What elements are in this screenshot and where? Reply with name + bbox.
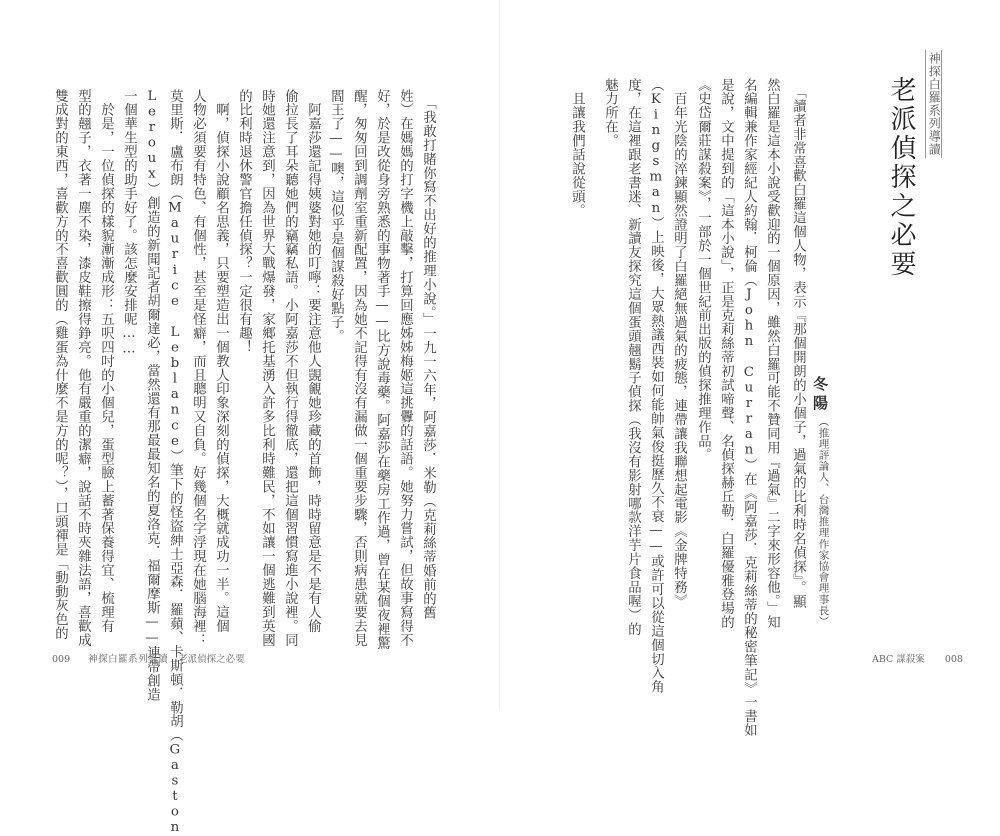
paragraph-column: 好，於是改從身旁熟悉的事物著手——比方說毒藥。阿嘉莎在藥房工作過，曾在某個夜裡驚 (374, 89, 390, 651)
paragraph-column: 且讓我們話說從頭。 (569, 78, 585, 218)
author-name: 冬陽 (811, 376, 829, 414)
paragraph-column: 一個華生型的助手好了。該怎麼安排呢…… (121, 89, 137, 358)
paragraph-column: 的比利時退休警官擔任偵探？一定很有趣！ (236, 89, 252, 355)
paragraph-column: 百年光陰的淬鍊顯然證明了白羅絕無過氣的疲態，連帶讓我聯想起電影《金牌特務》 (671, 78, 687, 609)
paragraph-column: 型的翹子，衣著一塵不染，漆皮鞋擦得錚亮。他有嚴重的潔癖，說話不時夾雜法語，喜歡成 (75, 89, 91, 647)
paragraph-column: 醒，匆匆回到調劑室重新配置，因為她不記得有沒有漏做一個重要步驟，否則病患就要去見 (351, 89, 367, 647)
page-number: 009 (52, 654, 71, 665)
paragraph-column: 時她還注意到，因為世界大戰爆發，家鄉托基湧入許多比利時難民，不如讓一個逃難到英國 (259, 89, 275, 647)
author-description: （推理評論人、台灣推理作家協會理事長） (817, 416, 830, 627)
paragraph-column: 阿嘉莎還記得姨婆對她的叮嚀：要注意他人覬覦她珍藏的首飾，時時留意是不是有人偷 (305, 89, 321, 634)
right-footer (872, 651, 963, 665)
paragraph-column: 度，在這裡跟老書迷、新讀友探究這個蛋頭翹鬍子偵探（我沒有影射哪款洋芋片食品喔）的 (625, 78, 641, 636)
page-number: 008 (944, 654, 963, 665)
paragraph-column: 人物必須要有特色、有個性，甚至是怪癖，而且聰明又自負。好幾個名字浮現在她腦海裡： (190, 89, 206, 647)
running-head-book-title: ABC 謀殺案 (872, 654, 925, 665)
left-footer (52, 651, 245, 665)
page-title: 老派偵探之必要 (886, 76, 916, 279)
series-label: 神探白羅系列導讀 (925, 50, 942, 158)
paragraph-column: 於是，一位偵探的樣貌漸漸成形：五呎四吋的小個兒，蛋型臉上蓄著保養得宜、梳理有 (98, 89, 114, 634)
paragraph-column: 是說，文中提到的「這本小說」，正是克莉絲蒂初試啼聲、名偵探赫丘勒．白羅優雅登場的 (718, 78, 734, 630)
running-head-chapter: 老派偵探之必要 (178, 654, 245, 665)
paragraph-column: 莫里斯．盧布朗（Maurice Leblance）筆下的怪盜紳士亞森．羅蘋、卡斯頓．勒胡（Gaston (167, 89, 183, 836)
paragraph-column: 「讀者非常喜歡白羅這個人物，表示『那個開朗的小個子，過氣的比利時名偵探』。顯 (790, 78, 806, 609)
paragraph-column: 魅力所在。 (602, 78, 618, 148)
paragraph-column: 啊，偵探小說顧名思義，只要塑造出一個教人印象深刻的偵探，大概就成功一半。這個 (213, 89, 229, 634)
paragraph-column: 然白羅是這本小說受歡迎的一個原因，雖然白羅可能不贊同用『過氣』二字來形容他。」知 (764, 78, 780, 630)
running-head-series: 神探白羅系列導讀 (88, 654, 169, 665)
paragraph-column: 閻王了——噢，這似乎是個謀殺好點子。 (328, 89, 344, 344)
paragraph-column: （Kingsman）上映後，大眾熱議西裝如何能帥氣俊挺歷久不衰——或許可以從這個切入角 (648, 78, 664, 694)
paragraph-column: 名編輯兼作家經紀人約翰．柯倫（John Curran）在《阿嘉莎．克莉絲蒂的秘密筆記》一書如 (741, 78, 757, 738)
page-gutter (499, 0, 500, 709)
paragraph-column: 偷拉長了耳朵聽她們的竊竊私語。小阿嘉莎不但執行得徹底，還把這個習慣寫進小說裡。同 (282, 89, 298, 647)
paragraph-column: 姓）在媽媽的打字機上敲擊，打算回應姊姊梅姬這挑釁的話語。她努力嘗試，但故事寫得不 (397, 89, 413, 647)
paragraph-column: Leroux）創造的新聞記者胡爾達必，當然還有那最最知名的夏洛克．福爾摩斯——連帶創造 (144, 89, 160, 702)
paragraph-column: 「我敢打賭你寫不出好的推理小說。」一九一六年，阿嘉莎．米勒（克莉絲蒂婚前的舊 (420, 89, 436, 620)
paragraph-column: 《史岱爾莊謀殺案》，一部於一個世紀前出版的偵探推理作品。 (695, 78, 711, 462)
paragraph-column: 雙成對的東西，喜歡方的不喜歡圓的（雞蛋為什麼不是方的呢？），口頭禪是「動動灰色的 (52, 89, 68, 641)
